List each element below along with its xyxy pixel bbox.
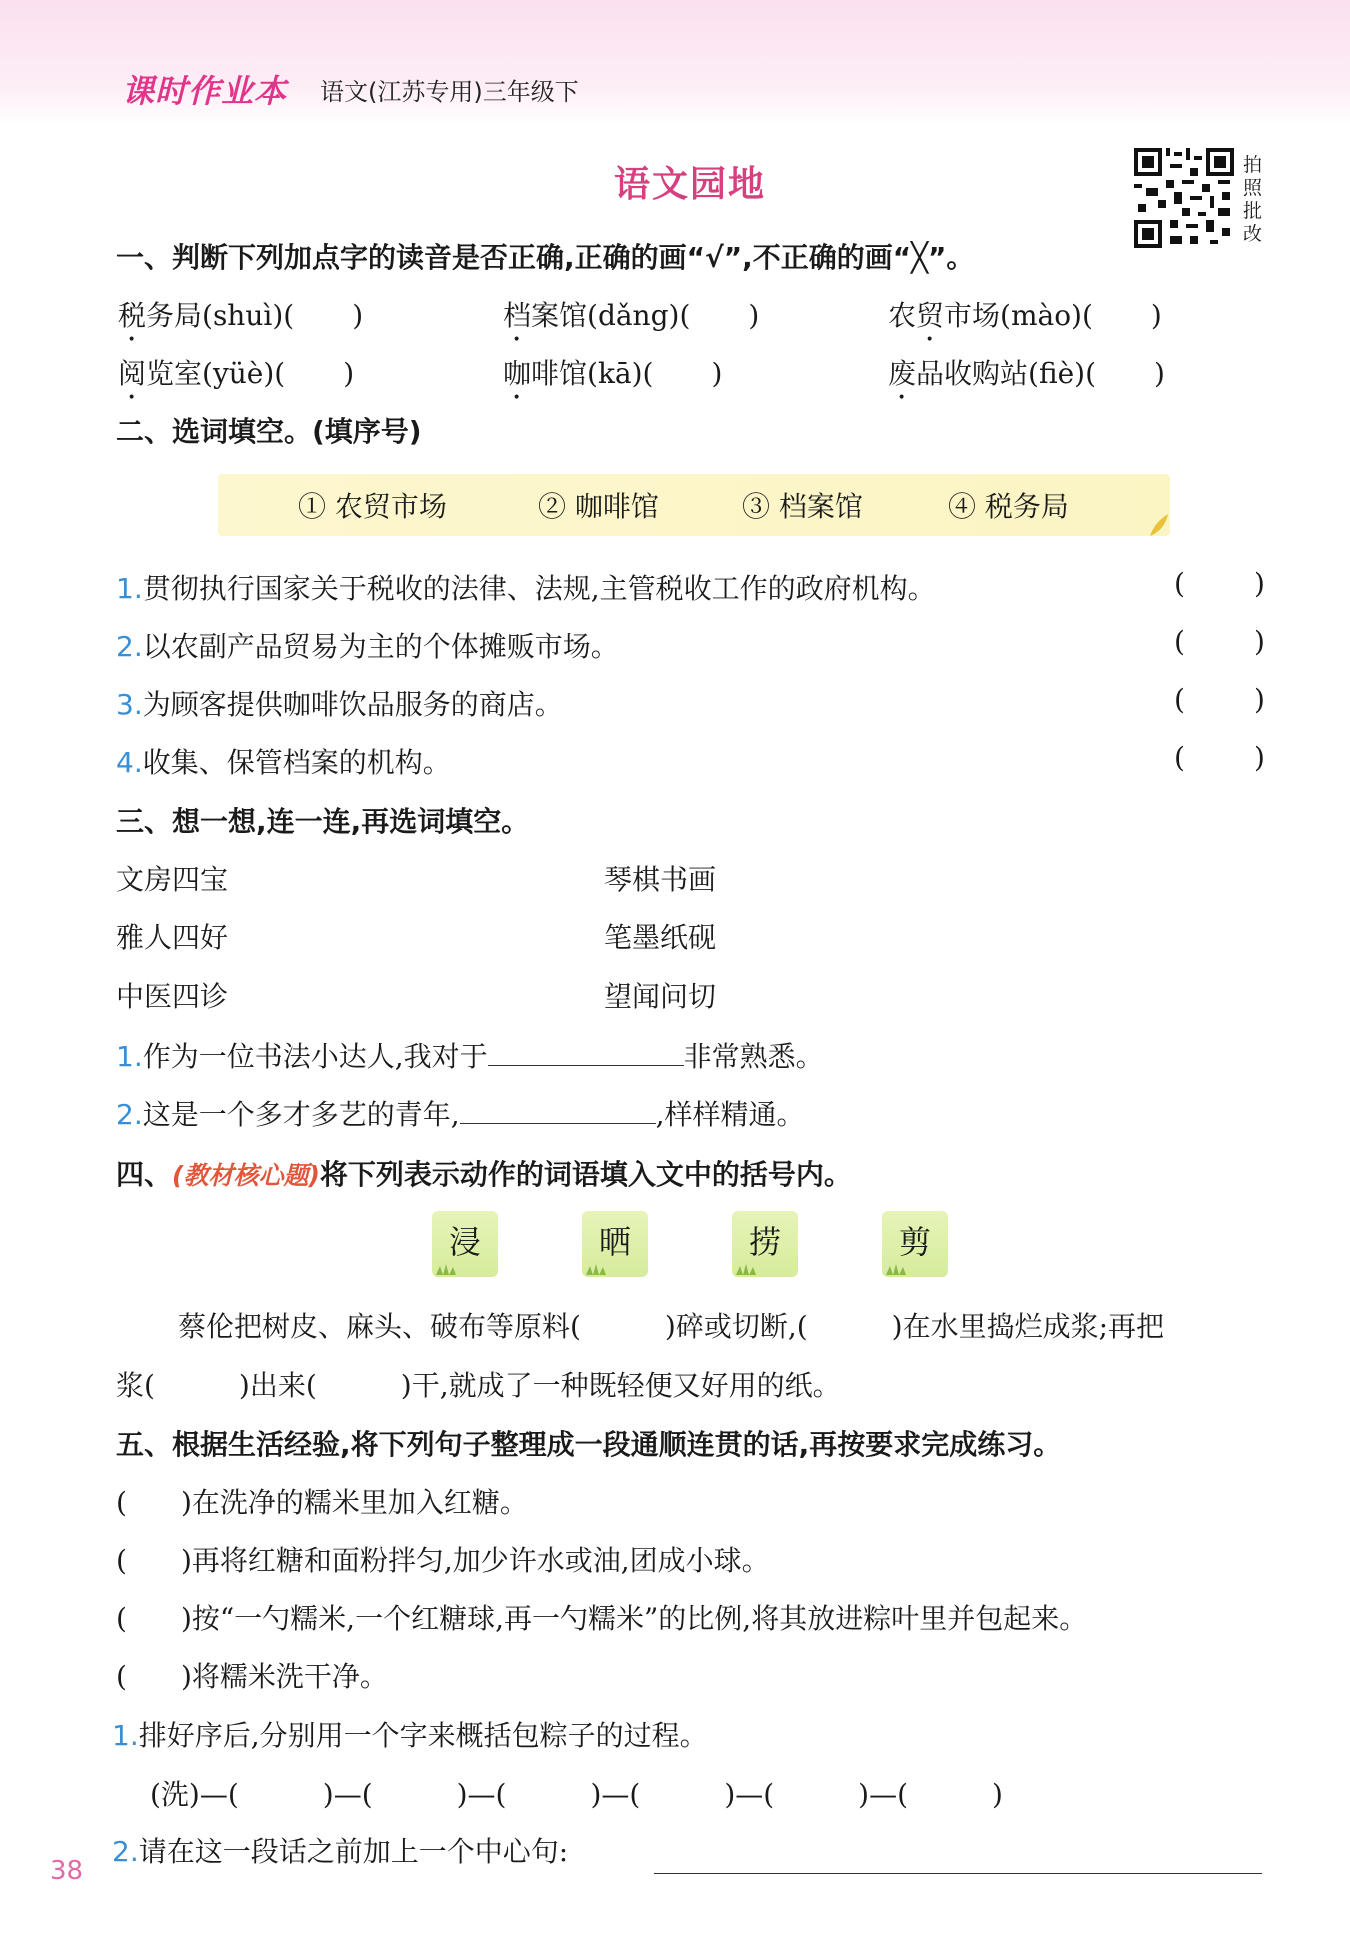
section-2-heading: 二、选词填空。(填序号) xyxy=(116,415,422,448)
pinyin-item: 税务局(shuì)( ) xyxy=(118,299,364,332)
word-option: ③ 档案馆 xyxy=(742,490,863,523)
answer-blank[interactable] xyxy=(654,1872,1262,1874)
qr-label-3: 批 xyxy=(1243,200,1263,222)
answer-paren-close: ) xyxy=(1254,741,1265,774)
pinyin-item: 废品收购站(fiè)( ) xyxy=(888,357,1165,390)
grass-icon xyxy=(886,1263,914,1275)
page-title: 语文园地 xyxy=(614,164,767,205)
fill-question: 4.收集、保管档案的机构。 xyxy=(116,746,451,779)
section-1-heading: 一、判断下列加点字的读音是否正确,正确的画“√”,不正确的画“╳”。 xyxy=(116,241,975,274)
answer-paren-close: ) xyxy=(1254,567,1265,600)
order-paren[interactable]: ( xyxy=(116,1602,127,1635)
answer-paren-open[interactable]: ( xyxy=(1174,741,1185,774)
match-right-item[interactable]: 笔墨纸砚 xyxy=(604,921,717,954)
match-right-item[interactable]: 望闻问切 xyxy=(604,980,717,1013)
fill-question: 1.排好序后,分别用一个字来概括包粽子的过程。 xyxy=(112,1719,708,1752)
header-subject: 语文(江苏专用)三年级下 xyxy=(320,78,579,106)
section-5-heading: 五、根据生活经验,将下列句子整理成一段通顺连贯的话,再按要求完成练习。 xyxy=(116,1428,1062,1461)
header-brand: 课时作业本 xyxy=(122,72,288,110)
passage-line: 浆( )出来( )干,就成了一种既轻便又好用的纸。 xyxy=(116,1369,841,1402)
core-question-tag: (教材核心题) xyxy=(172,1161,320,1190)
leaf-icon xyxy=(1148,512,1170,538)
pinyin-item: 阅览室(yüè)( ) xyxy=(118,357,355,390)
fill-question: 2.请在这一段话之前加上一个中心句: xyxy=(112,1835,569,1868)
answer-blank[interactable] xyxy=(460,1122,656,1124)
answer-paren-close: ) xyxy=(1254,683,1265,716)
order-item: ( )在洗净的糯米里加入红糖。 xyxy=(116,1486,528,1519)
match-left-item[interactable]: 文房四宝 xyxy=(116,863,229,896)
match-left-item[interactable]: 雅人四好 xyxy=(116,921,229,954)
order-paren[interactable]: ( xyxy=(116,1544,127,1577)
answer-paren-close: ) xyxy=(1254,625,1265,658)
word-tile: 剪 xyxy=(882,1211,948,1277)
fill-question: 3.为顾客提供咖啡饮品服务的商店。 xyxy=(116,688,563,721)
pinyin-item: 农贸市场(mào)( ) xyxy=(888,299,1162,332)
process-chain[interactable]: (洗)—( )—( )—( )—( )—( )—( ) xyxy=(150,1778,1003,1811)
section-3-heading: 三、想一想,连一连,再选词填空。 xyxy=(116,805,530,838)
pinyin-item: 档案馆(dǎng)( ) xyxy=(503,299,760,332)
qr-label-4: 改 xyxy=(1243,223,1263,245)
grass-icon xyxy=(586,1263,614,1275)
word-option: ① 农贸市场 xyxy=(298,490,447,523)
answer-paren-open[interactable]: ( xyxy=(1174,625,1185,658)
order-item: ( )按“一勺糯米,一个红糖球,再一勺糯米”的比例,将其放进粽叶里并包起来。 xyxy=(116,1602,1088,1635)
passage-line: 蔡伦把树皮、麻头、破布等原料( )碎或切断,( )在水里捣烂成浆;再把 xyxy=(178,1310,1165,1343)
order-paren[interactable]: ( xyxy=(116,1660,127,1693)
qr-label-2: 照 xyxy=(1243,177,1263,199)
grass-icon xyxy=(736,1263,764,1275)
pinyin-item: 咖啡馆(kā)( ) xyxy=(503,357,723,390)
answer-paren-open[interactable]: ( xyxy=(1174,567,1185,600)
answer-paren-open[interactable]: ( xyxy=(1174,683,1185,716)
qr-code-icon xyxy=(1134,148,1234,248)
page-number: 38 xyxy=(50,1856,84,1886)
grass-icon xyxy=(436,1263,464,1275)
order-item: ( )再将红糖和面粉拌匀,加少许水或油,团成小球。 xyxy=(116,1544,770,1577)
fill-question: 2.这是一个多才多艺的青年, ,样样精通。 xyxy=(116,1098,805,1131)
fill-question: 1.贯彻执行国家关于税收的法律、法规,主管税收工作的政府机构。 xyxy=(116,572,936,605)
word-tile: 捞 xyxy=(732,1211,798,1277)
order-paren[interactable]: ( xyxy=(116,1486,127,1519)
match-left-item[interactable]: 中医四诊 xyxy=(116,980,229,1013)
section-4-heading: 四、(教材核心题)将下列表示动作的词语填入文中的括号内。 xyxy=(116,1158,852,1191)
word-option: ② 咖啡馆 xyxy=(538,490,659,523)
word-option: ④ 税务局 xyxy=(948,490,1069,523)
qr-label-1: 拍 xyxy=(1243,154,1263,176)
match-right-item[interactable]: 琴棋书画 xyxy=(604,863,717,896)
order-item: ( )将糯米洗干净。 xyxy=(116,1660,388,1693)
answer-blank[interactable] xyxy=(488,1064,684,1066)
word-tile: 晒 xyxy=(582,1211,648,1277)
word-tile: 浸 xyxy=(432,1211,498,1277)
fill-question: 1.作为一位书法小达人,我对于 非常熟悉。 xyxy=(116,1040,824,1073)
fill-question: 2.以农副产品贸易为主的个体摊贩市场。 xyxy=(116,630,619,663)
